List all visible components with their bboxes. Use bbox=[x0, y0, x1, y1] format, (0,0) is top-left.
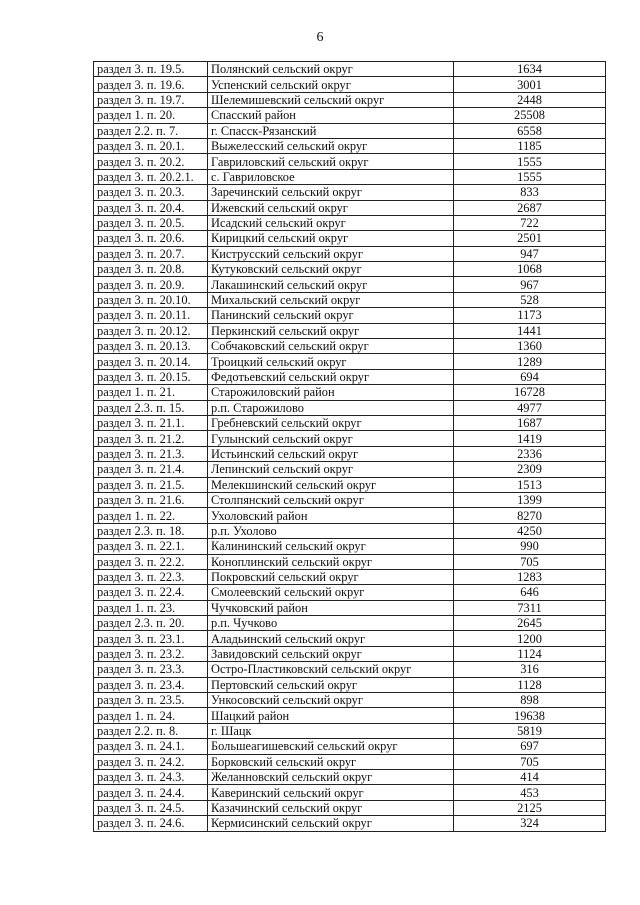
population-cell: 1555 bbox=[454, 154, 606, 169]
section-ref-cell: раздел 3. п. 20.9. bbox=[94, 277, 208, 292]
locality-name-cell: Шелемишевский сельский округ bbox=[208, 92, 454, 107]
population-cell: 16728 bbox=[454, 385, 606, 400]
population-cell: 1634 bbox=[454, 62, 606, 77]
locality-name-cell: Аладьинский сельский округ bbox=[208, 631, 454, 646]
table-row bbox=[94, 646, 606, 661]
section-ref-cell: раздел 1. п. 23. bbox=[94, 600, 208, 615]
locality-name-cell: Киструсский сельский округ bbox=[208, 246, 454, 261]
locality-name-cell: Заречинский сельский округ bbox=[208, 185, 454, 200]
population-cell: 705 bbox=[454, 554, 606, 569]
locality-name-cell: Спасский район bbox=[208, 108, 454, 123]
section-ref-cell: раздел 3. п. 20.10. bbox=[94, 292, 208, 307]
section-ref-cell: раздел 3. п. 20.15. bbox=[94, 369, 208, 384]
population-cell: 2309 bbox=[454, 462, 606, 477]
locality-name-cell: Борковский сельский округ bbox=[208, 754, 454, 769]
population-cell: 19638 bbox=[454, 708, 606, 723]
population-cell: 1419 bbox=[454, 431, 606, 446]
population-cell: 6558 bbox=[454, 123, 606, 138]
locality-name-cell: Успенский сельский округ bbox=[208, 77, 454, 92]
locality-name-cell: Выжелесский сельский округ bbox=[208, 138, 454, 153]
section-ref-cell: раздел 3. п. 20.11. bbox=[94, 308, 208, 323]
population-cell: 947 bbox=[454, 246, 606, 261]
locality-name-cell: Перкинский сельский округ bbox=[208, 323, 454, 338]
section-ref-cell: раздел 3. п. 19.5. bbox=[94, 62, 208, 77]
table-row bbox=[94, 292, 606, 307]
section-ref-cell: раздел 3. п. 22.2. bbox=[94, 554, 208, 569]
table-row bbox=[94, 446, 606, 461]
population-cell: 990 bbox=[454, 539, 606, 554]
section-ref-cell: раздел 3. п. 24.4. bbox=[94, 785, 208, 800]
locality-name-cell: Кермисинский сельский округ bbox=[208, 816, 454, 831]
locality-name-cell: Мелекшинский сельский округ bbox=[208, 477, 454, 492]
section-ref-cell: раздел 2.3. п. 20. bbox=[94, 616, 208, 631]
table-row bbox=[94, 677, 606, 692]
population-cell: 1283 bbox=[454, 569, 606, 584]
locality-name-cell: Калининский сельский округ bbox=[208, 539, 454, 554]
population-cell: 316 bbox=[454, 662, 606, 677]
table-row bbox=[94, 154, 606, 169]
population-cell: 1128 bbox=[454, 677, 606, 692]
section-ref-cell: раздел 3. п. 21.5. bbox=[94, 477, 208, 492]
population-cell: 2125 bbox=[454, 800, 606, 815]
locality-name-cell: Смолеевский сельский округ bbox=[208, 585, 454, 600]
section-ref-cell: раздел 3. п. 20.6. bbox=[94, 231, 208, 246]
table-row bbox=[94, 323, 606, 338]
table-row bbox=[94, 277, 606, 292]
section-ref-cell: раздел 3. п. 24.6. bbox=[94, 816, 208, 831]
section-ref-cell: раздел 1. п. 22. bbox=[94, 508, 208, 523]
table-row bbox=[94, 108, 606, 123]
section-ref-cell: раздел 3. п. 22.3. bbox=[94, 569, 208, 584]
section-ref-cell: раздел 3. п. 23.2. bbox=[94, 646, 208, 661]
table-row bbox=[94, 631, 606, 646]
locality-name-cell: р.п. Ухолово bbox=[208, 523, 454, 538]
population-cell: 1555 bbox=[454, 169, 606, 184]
population-cell: 898 bbox=[454, 693, 606, 708]
section-ref-cell: раздел 3. п. 24.2. bbox=[94, 754, 208, 769]
page-number: 6 bbox=[316, 30, 324, 45]
population-cell: 694 bbox=[454, 369, 606, 384]
table-row bbox=[94, 77, 606, 92]
locality-name-cell: Кирицкий сельский округ bbox=[208, 231, 454, 246]
section-ref-cell: раздел 1. п. 21. bbox=[94, 385, 208, 400]
locality-name-cell: Завидовский сельский округ bbox=[208, 646, 454, 661]
table-row bbox=[94, 262, 606, 277]
population-cell: 722 bbox=[454, 215, 606, 230]
table-row bbox=[94, 62, 606, 77]
population-cell: 8270 bbox=[454, 508, 606, 523]
population-cell: 1200 bbox=[454, 631, 606, 646]
locality-name-cell: Казачинский сельский округ bbox=[208, 800, 454, 815]
table-row bbox=[94, 554, 606, 569]
population-cell: 2687 bbox=[454, 200, 606, 215]
locality-name-cell: г. Шацк bbox=[208, 723, 454, 738]
section-ref-cell: раздел 2.2. п. 8. bbox=[94, 723, 208, 738]
table-row bbox=[94, 92, 606, 107]
section-ref-cell: раздел 3. п. 20.1. bbox=[94, 138, 208, 153]
population-cell: 453 bbox=[454, 785, 606, 800]
table-row bbox=[94, 431, 606, 446]
locality-name-cell: Гулынский сельский округ bbox=[208, 431, 454, 446]
locality-name-cell: Федотьевский сельский округ bbox=[208, 369, 454, 384]
population-cell: 7311 bbox=[454, 600, 606, 615]
locality-name-cell: Ункосовский сельский округ bbox=[208, 693, 454, 708]
table-row bbox=[94, 600, 606, 615]
section-ref-cell: раздел 3. п. 23.5. bbox=[94, 693, 208, 708]
section-ref-cell: раздел 3. п. 20.2.1. bbox=[94, 169, 208, 184]
table-body bbox=[94, 62, 606, 832]
table-row bbox=[94, 308, 606, 323]
locality-name-cell: Пертовский сельский округ bbox=[208, 677, 454, 692]
section-ref-cell: раздел 3. п. 24.1. bbox=[94, 739, 208, 754]
section-ref-cell: раздел 3. п. 20.13. bbox=[94, 339, 208, 354]
population-cell: 1289 bbox=[454, 354, 606, 369]
section-ref-cell: раздел 3. п. 24.3. bbox=[94, 769, 208, 784]
population-cell: 1513 bbox=[454, 477, 606, 492]
locality-name-cell: Собчаковский сельский округ bbox=[208, 339, 454, 354]
locality-name-cell: Чучковский район bbox=[208, 600, 454, 615]
locality-name-cell: Ухоловский район bbox=[208, 508, 454, 523]
table-row bbox=[94, 400, 606, 415]
locality-name-cell: с. Гавриловское bbox=[208, 169, 454, 184]
locality-name-cell: г. Спасск-Рязанский bbox=[208, 123, 454, 138]
population-cell: 3001 bbox=[454, 77, 606, 92]
section-ref-cell: раздел 3. п. 22.4. bbox=[94, 585, 208, 600]
population-table bbox=[93, 61, 606, 832]
table-row bbox=[94, 754, 606, 769]
population-cell: 1399 bbox=[454, 492, 606, 507]
population-cell: 1687 bbox=[454, 415, 606, 430]
population-cell: 1124 bbox=[454, 646, 606, 661]
table-row bbox=[94, 462, 606, 477]
section-ref-cell: раздел 3. п. 20.3. bbox=[94, 185, 208, 200]
section-ref-cell: раздел 1. п. 24. bbox=[94, 708, 208, 723]
table-row bbox=[94, 354, 606, 369]
section-ref-cell: раздел 3. п. 21.6. bbox=[94, 492, 208, 507]
table-row bbox=[94, 616, 606, 631]
locality-name-cell: Кутуковский сельский округ bbox=[208, 262, 454, 277]
locality-name-cell: Столпянский сельский округ bbox=[208, 492, 454, 507]
table-row bbox=[94, 708, 606, 723]
locality-name-cell: Лепинский сельский округ bbox=[208, 462, 454, 477]
section-ref-cell: раздел 3. п. 20.5. bbox=[94, 215, 208, 230]
section-ref-cell: раздел 3. п. 19.7. bbox=[94, 92, 208, 107]
table-row bbox=[94, 169, 606, 184]
section-ref-cell: раздел 3. п. 20.8. bbox=[94, 262, 208, 277]
section-ref-cell: раздел 3. п. 20.14. bbox=[94, 354, 208, 369]
table-row bbox=[94, 585, 606, 600]
section-ref-cell: раздел 3. п. 23.3. bbox=[94, 662, 208, 677]
table-row bbox=[94, 123, 606, 138]
section-ref-cell: раздел 2.2. п. 7. bbox=[94, 123, 208, 138]
locality-name-cell: Ижевский сельский округ bbox=[208, 200, 454, 215]
table-row bbox=[94, 138, 606, 153]
population-cell: 646 bbox=[454, 585, 606, 600]
population-cell: 324 bbox=[454, 816, 606, 831]
locality-name-cell: Шацкий район bbox=[208, 708, 454, 723]
section-ref-cell: раздел 3. п. 19.6. bbox=[94, 77, 208, 92]
locality-name-cell: р.п. Чучково bbox=[208, 616, 454, 631]
locality-name-cell: Панинский сельский округ bbox=[208, 308, 454, 323]
table-row bbox=[94, 508, 606, 523]
locality-name-cell: Михальский сельский округ bbox=[208, 292, 454, 307]
section-ref-cell: раздел 3. п. 22.1. bbox=[94, 539, 208, 554]
table-row bbox=[94, 231, 606, 246]
table-row bbox=[94, 662, 606, 677]
table-row bbox=[94, 769, 606, 784]
population-cell: 2645 bbox=[454, 616, 606, 631]
locality-name-cell: Желанновский сельский округ bbox=[208, 769, 454, 784]
table-row bbox=[94, 215, 606, 230]
locality-name-cell: Покровский сельский округ bbox=[208, 569, 454, 584]
population-cell: 5819 bbox=[454, 723, 606, 738]
section-ref-cell: раздел 3. п. 20.12. bbox=[94, 323, 208, 338]
table-row bbox=[94, 816, 606, 831]
population-cell: 528 bbox=[454, 292, 606, 307]
section-ref-cell: раздел 3. п. 21.4. bbox=[94, 462, 208, 477]
locality-name-cell: Исадский сельский округ bbox=[208, 215, 454, 230]
table-row bbox=[94, 800, 606, 815]
locality-name-cell: Лакашинский сельский округ bbox=[208, 277, 454, 292]
table-row bbox=[94, 539, 606, 554]
table-row bbox=[94, 385, 606, 400]
section-ref-cell: раздел 2.3. п. 18. bbox=[94, 523, 208, 538]
table-row bbox=[94, 246, 606, 261]
population-cell: 1068 bbox=[454, 262, 606, 277]
table-row bbox=[94, 492, 606, 507]
population-cell: 1185 bbox=[454, 138, 606, 153]
table-row bbox=[94, 339, 606, 354]
section-ref-cell: раздел 3. п. 23.1. bbox=[94, 631, 208, 646]
locality-name-cell: р.п. Старожилово bbox=[208, 400, 454, 415]
population-cell: 697 bbox=[454, 739, 606, 754]
section-ref-cell: раздел 3. п. 20.2. bbox=[94, 154, 208, 169]
table-row bbox=[94, 523, 606, 538]
section-ref-cell: раздел 3. п. 21.2. bbox=[94, 431, 208, 446]
population-cell: 2336 bbox=[454, 446, 606, 461]
population-cell: 1360 bbox=[454, 339, 606, 354]
locality-name-cell: Коноплинский сельский округ bbox=[208, 554, 454, 569]
population-cell: 414 bbox=[454, 769, 606, 784]
population-cell: 705 bbox=[454, 754, 606, 769]
table-row bbox=[94, 693, 606, 708]
section-ref-cell: раздел 3. п. 20.4. bbox=[94, 200, 208, 215]
table-row bbox=[94, 369, 606, 384]
locality-name-cell: Гавриловский сельский округ bbox=[208, 154, 454, 169]
population-cell: 967 bbox=[454, 277, 606, 292]
population-cell: 1441 bbox=[454, 323, 606, 338]
table-row bbox=[94, 723, 606, 738]
section-ref-cell: раздел 3. п. 20.7. bbox=[94, 246, 208, 261]
section-ref-cell: раздел 2.3. п. 15. bbox=[94, 400, 208, 415]
table-row bbox=[94, 569, 606, 584]
population-cell: 25508 bbox=[454, 108, 606, 123]
section-ref-cell: раздел 3. п. 23.4. bbox=[94, 677, 208, 692]
population-cell: 1173 bbox=[454, 308, 606, 323]
locality-name-cell: Остро-Пластиковский сельский округ bbox=[208, 662, 454, 677]
locality-name-cell: Старожиловский район bbox=[208, 385, 454, 400]
locality-name-cell: Троицкий сельский округ bbox=[208, 354, 454, 369]
population-cell: 4977 bbox=[454, 400, 606, 415]
table-row bbox=[94, 739, 606, 754]
section-ref-cell: раздел 3. п. 21.3. bbox=[94, 446, 208, 461]
table-row bbox=[94, 785, 606, 800]
locality-name-cell: Гребневский сельский округ bbox=[208, 415, 454, 430]
locality-name-cell: Истьинский сельский округ bbox=[208, 446, 454, 461]
population-cell: 833 bbox=[454, 185, 606, 200]
section-ref-cell: раздел 1. п. 20. bbox=[94, 108, 208, 123]
population-cell: 2501 bbox=[454, 231, 606, 246]
population-cell: 2448 bbox=[454, 92, 606, 107]
section-ref-cell: раздел 3. п. 24.5. bbox=[94, 800, 208, 815]
table-row bbox=[94, 200, 606, 215]
table-row bbox=[94, 185, 606, 200]
section-ref-cell: раздел 3. п. 21.1. bbox=[94, 415, 208, 430]
population-cell: 4250 bbox=[454, 523, 606, 538]
locality-name-cell: Каверинский сельский округ bbox=[208, 785, 454, 800]
locality-name-cell: Полянский сельский округ bbox=[208, 62, 454, 77]
locality-name-cell: Большеагишевский сельский округ bbox=[208, 739, 454, 754]
table-row bbox=[94, 415, 606, 430]
table-row bbox=[94, 477, 606, 492]
